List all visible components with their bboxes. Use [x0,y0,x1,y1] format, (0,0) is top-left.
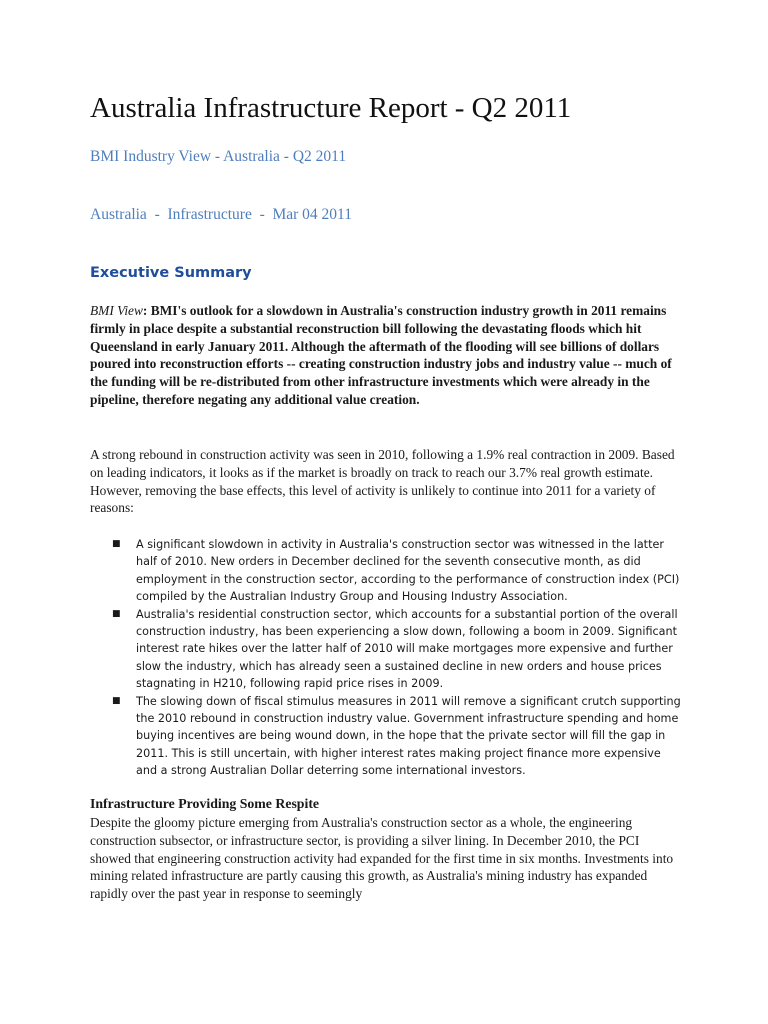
square-bullet-icon: ■ [112,695,121,706]
square-bullet-icon: ■ [112,608,121,619]
bullet-text: A significant slowdown in activity in Australia's construction sector was witnessed in the latter half of 2010. New orders in December declined for the seventh consecutive month, as did employment in the construction sector, according to the performance of construction index (PCI) compiled by the Australian Industry Group and Housing Industry Association. [136,538,680,604]
report-subtitle: BMI Industry View - Australia - Q2 2011 [90,148,347,165]
list-item [110,536,682,606]
bmi-view-body: : BMI's outlook for a slowdown in Australia's construction industry growth in 2011 remains firmly in place despite a substantial reconstruction bill following the devastating floods which hit Queensland in early January 2011. Although the aftermath of the flooding will see billions of dollars poured into reconstruction efforts -- creating construction industry jobs and industry value -- much of the funding will be re-distributed from other infrastructure investments which were already in the pipeline, therefore negating any additional value creation. [90,303,672,407]
report-meta-line: Australia - Infrastructure - Mar 04 2011 [90,206,352,223]
bmi-view-lead: BMI View [90,303,143,318]
infrastructure-respite-heading: Infrastructure Providing Some Respite [90,796,320,811]
bullet-text: Australia's residential construction sector, which accounts for a substantial portion of the overall construction industry, has been experiencing a slow down, following a boom in 2009. Significant interest rate hikes over the latter half of 2010 will make mortgages more expensive and further slow the industry, which has already seen a sustained decline in new orders and house prices stagnating in H210, following rapid price rises in 2009. [136,607,678,691]
respite-paragraph: Despite the gloomy picture emerging from Australia's construction sector as a whole, the engineering construction subsector, or infrastructure sector, is providing a silver lining. In December 2010, the PCI showed that engineering construction activity had expanded for the first time in six months. Investments into mining related infrastructure are partly causing this growth, as Australia's mining industry has expanded rapidly over the past year in response to seemingly [90,815,674,902]
report-title: Australia Infrastructure Report - Q2 2011 [90,92,572,124]
list-item [110,693,682,780]
square-bullet-icon: ■ [112,539,121,549]
bullet-text: The slowing down of fiscal stimulus measures in 2011 will remove a significant crutch supporting the 2010 rebound in construction industry value. Government infrastructure spending and home buying incentives are being wound down, in the hope that the private sector will fill the gap in 2011. This is still uncertain, with higher interest rates making project finance more expensive and a strong Australian Dollar deterring some international investors. [136,694,681,778]
list-item [110,606,682,693]
rebound-paragraph: A strong rebound in construction activity was seen in 2010, following a 1.9% real contraction in 2009. Based on leading indicators, it looks as if the market is broadly on track to reach our 3.7% real growth estimate. However, removing the base effects, this level of activity is unlikely to continue into 2011 for a variety of reasons: [90,447,675,516]
reasons-bullet-list [110,536,682,780]
bmi-view-paragraph [90,302,680,409]
executive-summary-heading: Executive Summary [90,265,252,281]
